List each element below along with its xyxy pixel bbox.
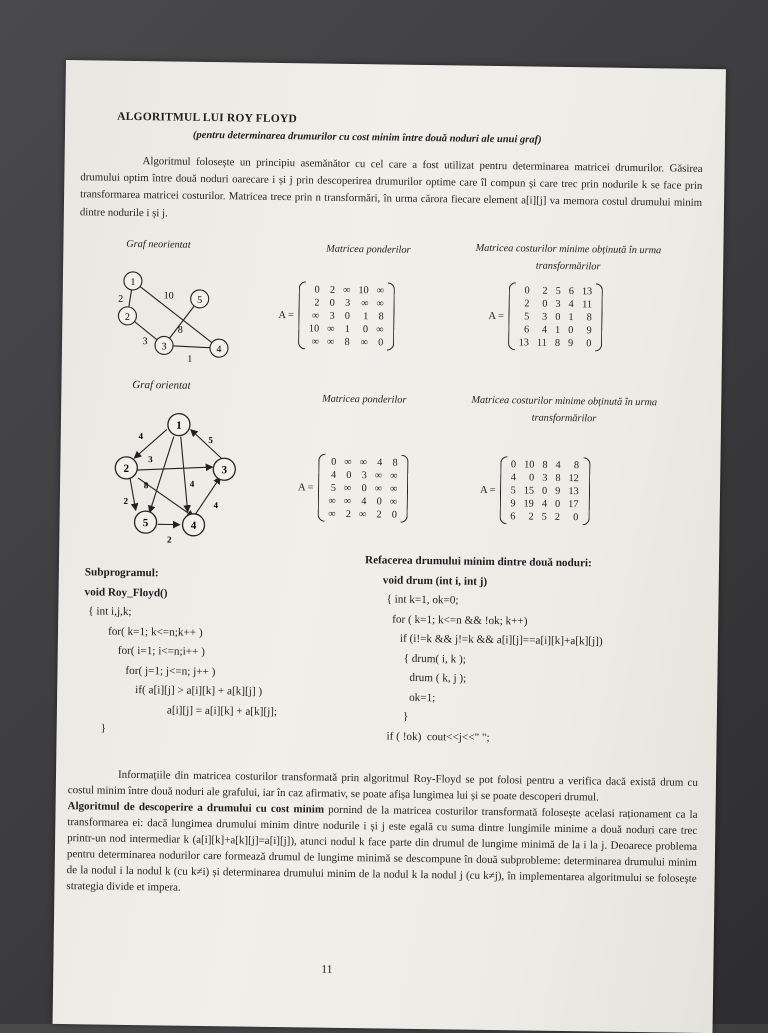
matrix-cell: 3 [323, 309, 339, 322]
matrix-cell: 6 [506, 510, 519, 523]
matrix-row [305, 283, 388, 297]
closing-paragraph-2-text: pornind de la matricea costurilor transformată folosește acelasi raționament ca la transformarea ei: dacă lungimea drumului minim dintre nodurile i și j este egală cu suma dintre lungimile minime a două noduri care trec printr-un nod intermediar k (a[i][k]+a[k][j]=a[i][j]), atunci nodul k face parte din drumul de lungime minimă de la i la j. Deoarece problema pentru determinarea nodurilor care formează drumul de lungime minimă se descompune în două subprobleme: determinarea drumului minim de la nodul i la nodul k (cu k≠i) și determinarea drumului minim de la nodul k la nodul j (cu k≠j), în implementarea algoritmului se folosește strategia divide et impera. [66, 804, 697, 894]
intro-text: Algoritmul folosește un principiu asemănător cu cel care a fost utilizat pentru determinarea matricei drumurilor. Găsirea drumului optim între două noduri oarecare i și j prin descoperirea drumurilor optime care îl compun și care trec prin nodurile k se face prin transformarea matricei costurilor. Matricea trece prin n transformări, în urma cărora fiecare element a[i][j] va memora costul drumului minim dintre nodurile i și j. [80, 152, 703, 229]
undirected-result-matrix [488, 282, 603, 352]
matrix-cell: 12 [564, 472, 582, 485]
edge-weight: 2 [118, 294, 123, 305]
matrix-label: A = [278, 309, 294, 320]
matrix-row [515, 323, 596, 337]
matrix-cell: 0 [515, 284, 533, 297]
bracket-right [595, 283, 603, 351]
matrix-cell: ∞ [373, 284, 389, 297]
edge-5-2 [130, 479, 136, 510]
code-line: } [363, 707, 703, 731]
matrix-cell: ∞ [371, 469, 387, 482]
matrix-cell: 8 [565, 459, 583, 472]
matrix-cell: ∞ [372, 297, 388, 310]
matrix-row [324, 494, 401, 508]
code-line: for( j=1; j<=n; j++ ) [83, 661, 343, 684]
page-title: ALGORITMUL LUI ROY FLOYD [117, 111, 297, 126]
edge-weight: 4 [190, 479, 195, 489]
matrix-cell: ∞ [340, 494, 356, 507]
matrix-row [515, 310, 596, 324]
matrix-cell: ∞ [356, 456, 372, 469]
node-5-label: 5 [197, 295, 202, 306]
matrix-row [515, 297, 596, 311]
matrix-cell: 0 [551, 310, 564, 323]
matrix-cell: ∞ [323, 322, 339, 335]
matrix-cell: 17 [564, 497, 582, 510]
matrix-cell: 5 [507, 484, 520, 497]
matrix-cell: 0 [507, 458, 520, 471]
matrix-row [507, 471, 583, 485]
matrix-label: A = [480, 484, 496, 495]
bracket-right [387, 283, 395, 351]
matrix-cell: 0 [538, 484, 551, 497]
code-line: } [83, 719, 343, 742]
matrix-cell: 4 [533, 323, 551, 336]
matrix-cell: 8 [577, 311, 595, 324]
matrix-cell: ∞ [355, 508, 371, 521]
undirected-result-caption: Matricea costurilor minime obținută în urma transformărilor [463, 240, 673, 277]
code-line: { int k=1, ok=0; [364, 590, 704, 614]
closing-bold-lead: Algoritmul de descoperire a drumului cu cost minim [67, 800, 324, 816]
matrix-cell: 4 [355, 495, 371, 508]
intro-paragraph [80, 152, 703, 229]
node-5-label: 5 [143, 517, 149, 529]
matrix-cell: 3 [538, 471, 551, 484]
matrix-cell: 2 [340, 507, 356, 520]
node-1-label: 1 [176, 420, 182, 432]
matrix-row [325, 455, 402, 469]
undirected-weights-caption: Matricea ponderilor [293, 243, 443, 256]
code-line: void drum (int i, int j) [365, 571, 705, 595]
matrix-cell: 9 [506, 497, 519, 510]
directed-graph-caption: Graf orientat [111, 379, 211, 392]
matrix-cell: 5 [552, 284, 565, 297]
matrix-cell: 0 [339, 309, 355, 322]
subprogram-heading: Subprogramul: [85, 563, 345, 586]
matrix-row [305, 296, 388, 310]
directed-graph [109, 406, 261, 548]
edge-weight: 3 [142, 336, 147, 347]
matrix-cell: 4 [551, 458, 564, 471]
matrix-row [506, 510, 582, 524]
matrix-cell: 0 [386, 508, 402, 521]
edge-weight: 8 [144, 480, 149, 490]
matrix-label: A = [488, 310, 504, 321]
matrix-cell: 3 [339, 296, 355, 309]
page-number: 11 [321, 964, 332, 976]
matrix-table [324, 455, 402, 521]
matrix-cell: 0 [354, 323, 372, 336]
matrix-cell: 1 [338, 322, 354, 335]
code-line: drum ( k, j ); [363, 668, 703, 692]
matrix-row [305, 309, 388, 323]
matrix-cell: 2 [305, 296, 323, 309]
matrix-cell: 4 [371, 456, 387, 469]
node-4-label: 4 [191, 520, 197, 532]
code-line: for ( k=1; k<=n && !ok; k++) [364, 610, 704, 634]
edge-weight: 8 [178, 325, 183, 336]
undirected-graph-caption: Graf neorientat [103, 239, 213, 252]
code-line: for( k=1; k<=n;k++ ) [84, 622, 344, 645]
matrix-cell: 9 [551, 484, 564, 497]
matrix-row [515, 284, 596, 298]
matrix-cell: 0 [564, 323, 577, 336]
matrix-cell: ∞ [371, 482, 387, 495]
matrix-cell: ∞ [324, 507, 340, 520]
document-page [53, 60, 726, 1033]
matrix-cell: 8 [538, 458, 551, 471]
matrix-cell: 5 [515, 310, 533, 323]
matrix-cell: 11 [533, 336, 551, 349]
matrix-cell: ∞ [305, 309, 323, 322]
matrix-cell: 2 [519, 510, 537, 523]
matrix-row [325, 468, 402, 482]
matrix-table [305, 283, 389, 349]
matrix-cell: ∞ [386, 482, 402, 495]
edge-weight: 4 [213, 500, 218, 510]
closing-paragraph-1: Informațiile din matricea costurilor transformată prin algoritmul Roy-Floyd se pot folosi pentru a verifica dacă există drum cu costul minim între două noduri ale grafului, iar în caz afirmativ, se poate afișa lungimea lui și se poate descoperi drumul. [68, 766, 698, 807]
matrix-cell: 1 [564, 310, 577, 323]
code-line: for( i=1; i<=n;i++ ) [84, 641, 344, 664]
matrix-row [325, 481, 402, 495]
code-line: if( a[i][j] > a[i][k] + a[k][j] ) [83, 680, 343, 703]
matrix-cell: 3 [355, 469, 371, 482]
matrix-cell: 2 [534, 284, 552, 297]
matrix-cell: 9 [577, 324, 595, 337]
matrix-table [506, 458, 583, 524]
matrix-cell: 13 [515, 336, 533, 349]
matrix-cell: 3 [551, 297, 564, 310]
edge-weight: 5 [208, 435, 213, 445]
matrix-cell: 10 [520, 458, 538, 471]
matrix-cell: ∞ [372, 323, 388, 336]
page-subtitle: (pentru determinarea drumurilor cu cost minim între două noduri ale unui graf) [193, 130, 542, 146]
rebuild-heading: Refacerea drumului minim dintre două noduri: [365, 551, 705, 575]
matrix-cell: 6 [515, 323, 533, 336]
node-4-label: 4 [216, 344, 221, 355]
matrix-cell: ∞ [340, 481, 356, 494]
matrix-row [324, 507, 401, 521]
subprogram-block [83, 563, 345, 742]
matrix-cell: 15 [520, 484, 538, 497]
matrix-cell: 8 [338, 335, 354, 348]
code-line: a[i][j] = a[i][k] + a[k][j]; [83, 700, 343, 723]
matrix-cell: 0 [533, 297, 551, 310]
bracket-right [401, 455, 409, 523]
matrix-cell: ∞ [323, 335, 339, 348]
matrix-cell: ∞ [339, 283, 355, 296]
matrix-cell: 2 [324, 283, 340, 296]
matrix-cell: 0 [370, 495, 386, 508]
closing-text [66, 766, 698, 903]
matrix-label: A = [298, 482, 314, 493]
matrix-cell: 13 [564, 485, 582, 498]
code-line: if (i!=k && j!=k && a[i][j]==a[i][k]+a[k][j]) [364, 629, 704, 653]
matrix-cell: ∞ [354, 336, 372, 349]
matrix-cell: ∞ [324, 494, 340, 507]
code-line: ok=1; [363, 688, 703, 712]
node-3-label: 3 [221, 464, 227, 476]
undirected-graph [102, 261, 249, 373]
directed-result-caption: Matricea costurilor minime obținută în urma transformărilor [459, 392, 669, 429]
matrix-cell: 0 [551, 497, 564, 510]
matrix-cell: 19 [519, 497, 537, 510]
matrix-cell: 1 [551, 323, 564, 336]
undirected-weights-matrix [278, 281, 395, 351]
matrix-cell: 4 [507, 471, 520, 484]
code-line: if ( !ok) cout<<j<<" "; [362, 727, 702, 751]
matrix-cell: 3 [533, 310, 551, 323]
matrix-cell: 5 [538, 510, 551, 523]
matrix-cell: 2 [515, 297, 533, 310]
matrix-cell: 10 [354, 284, 372, 297]
matrix-cell: 0 [325, 455, 341, 468]
matrix-cell: 2 [551, 510, 564, 523]
matrix-cell: 8 [386, 456, 402, 469]
matrix-cell: 9 [564, 336, 577, 349]
code-line: { drum( i, k ); [364, 649, 704, 673]
edge-weight: 2 [124, 496, 129, 506]
edge-1-4 [180, 437, 189, 512]
matrix-cell: 11 [578, 298, 596, 311]
edge-weight: 10 [164, 290, 174, 301]
matrix-cell: 0 [577, 337, 595, 350]
matrix-cell: ∞ [354, 297, 372, 310]
matrix-cell: ∞ [305, 335, 323, 348]
matrix-cell: 8 [551, 471, 564, 484]
matrix-cell: 5 [325, 481, 341, 494]
edge-3-1 [190, 430, 222, 459]
code-line: { int i,j,k; [84, 602, 344, 625]
matrix-cell: 2 [370, 508, 386, 521]
matrix-cell: 0 [564, 510, 582, 523]
node-2-label: 2 [123, 463, 129, 475]
directed-weights-matrix [298, 453, 409, 523]
matrix-cell: 0 [520, 471, 538, 484]
edge-weight: 1 [187, 354, 192, 365]
matrix-cell: 8 [372, 310, 388, 323]
matrix-cell: 8 [551, 336, 564, 349]
node-3-label: 3 [161, 341, 166, 352]
rebuild-block [362, 551, 705, 751]
matrix-cell: 0 [323, 296, 339, 309]
edge-weight: 2 [167, 534, 172, 544]
directed-weights-caption: Matricea ponderilor [289, 393, 439, 406]
matrix-row [515, 336, 596, 350]
matrix-row [507, 458, 583, 472]
edge-weight: 4 [138, 431, 143, 441]
matrix-cell: ∞ [340, 455, 356, 468]
edge-1-5 [150, 436, 174, 512]
matrix-cell: 0 [355, 482, 371, 495]
edge-weight: 3 [148, 454, 153, 464]
edge-2-3 [136, 466, 212, 471]
matrix-cell: ∞ [386, 469, 402, 482]
matrix-table [515, 284, 597, 350]
matrix-cell: 0 [340, 468, 356, 481]
matrix-row [305, 322, 388, 336]
matrix-cell: 4 [325, 468, 341, 481]
directed-result-matrix [480, 456, 591, 526]
matrix-row [506, 497, 582, 511]
closing-paragraph-2 [66, 798, 697, 903]
node-1-label: 1 [130, 277, 135, 288]
matrix-cell: 13 [578, 285, 596, 298]
matrix-cell: ∞ [386, 495, 402, 508]
matrix-cell: 4 [564, 297, 577, 310]
matrix-row [507, 484, 583, 498]
matrix-cell: 4 [538, 497, 551, 510]
matrix-cell: 0 [372, 336, 388, 349]
matrix-cell: 1 [354, 310, 372, 323]
matrix-row [305, 335, 388, 349]
bracket-right [582, 457, 590, 525]
matrix-cell: 10 [305, 322, 323, 335]
code-line: void Roy_Floyd() [84, 583, 344, 606]
node-2-label: 2 [125, 312, 130, 323]
matrix-cell: 0 [305, 283, 323, 296]
matrix-cell: 6 [565, 284, 578, 297]
